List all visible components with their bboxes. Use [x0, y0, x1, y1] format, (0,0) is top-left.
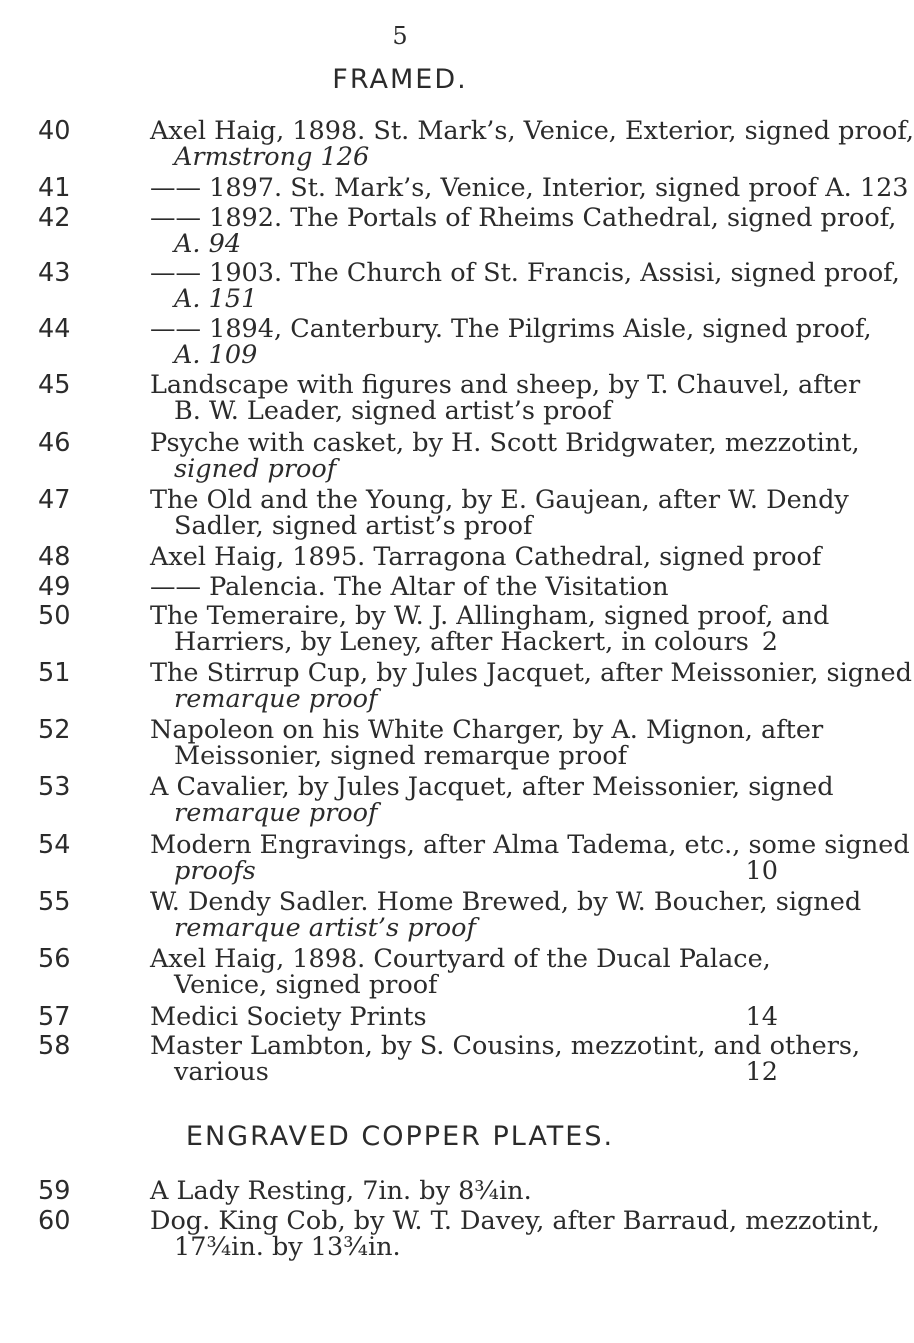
- lot-description: Dog. King Cob, by W. T. Davey, after Barraud, mezzotint,: [150, 1206, 880, 1236]
- lot-description: The Temeraire, by W. J. Allingham, signed proof, and: [150, 601, 830, 631]
- lot-description-cont: A. 109: [174, 340, 258, 370]
- lot-description-cont: Harriers, by Leney, after Hackert, in colours: [174, 627, 749, 657]
- lot-description: —— 1897. St. Mark’s, Venice, Interior, signed proof A. 123: [150, 173, 909, 203]
- lot-number: 49: [38, 572, 71, 602]
- lot-number: 55: [38, 887, 71, 917]
- lot-description-cont: 17¾in. by 13¾in.: [174, 1232, 401, 1262]
- lot-description-cont: Sadler, signed artist’s proof: [174, 511, 533, 541]
- section-heading-framed: FRAMED.: [332, 64, 468, 95]
- lot-number: 50: [38, 601, 71, 631]
- lot-number: 59: [38, 1176, 71, 1206]
- lot-description-cont: A. 94: [174, 229, 242, 259]
- lot-quantity: 10: [745, 856, 778, 886]
- lot-number: 54: [38, 830, 71, 860]
- page-number: 5: [392, 22, 408, 50]
- lot-description: Master Lambton, by S. Cousins, mezzotint, and others,: [150, 1031, 861, 1061]
- lot-description: A Lady Resting, 7in. by 8¾in.: [150, 1176, 532, 1206]
- lot-number: 58: [38, 1031, 71, 1061]
- lot-number: 53: [38, 772, 71, 802]
- lot-description: —— 1894, Canterbury. The Pilgrims Aisle, signed proof,: [150, 314, 872, 344]
- lot-number: 44: [38, 314, 71, 344]
- lot-description-cont: remarque proof: [174, 684, 378, 714]
- lot-description: Landscape with figures and sheep, by T. Chauvel, after: [150, 370, 861, 400]
- lot-quantity: 12: [745, 1057, 778, 1087]
- lot-description: Psyche with casket, by H. Scott Bridgwater, mezzotint,: [150, 428, 860, 458]
- lot-description: —— 1903. The Church of St. Francis, Assisi, signed proof,: [150, 258, 900, 288]
- lot-number: 45: [38, 370, 71, 400]
- lot-description: Axel Haig, 1895. Tarragona Cathedral, signed proof: [150, 542, 822, 572]
- lot-number: 51: [38, 658, 71, 688]
- lot-description-cont: Meissonier, signed remarque proof: [174, 741, 628, 771]
- lot-description-cont: Venice, signed proof: [174, 970, 438, 1000]
- lot-number: 46: [38, 428, 71, 458]
- lot-quantity: 14: [745, 1002, 778, 1032]
- lot-quantity: 2: [761, 627, 778, 657]
- lot-description: Axel Haig, 1898. Courtyard of the Ducal Palace,: [150, 944, 771, 974]
- lot-number: 48: [38, 542, 71, 572]
- lot-number: 60: [38, 1206, 71, 1236]
- lot-description: —— Palencia. The Altar of the Visitation: [150, 572, 669, 602]
- lot-number: 41: [38, 173, 71, 203]
- lot-description: —— 1892. The Portals of Rheims Cathedral, signed proof,: [150, 203, 897, 233]
- lot-description-cont: various: [174, 1057, 269, 1087]
- lot-description-cont: signed proof: [174, 454, 337, 484]
- lot-description: Modern Engravings, after Alma Tadema, etc., some signed: [150, 830, 910, 860]
- lot-description-cont: proofs: [174, 856, 256, 886]
- lot-description: The Stirrup Cup, by Jules Jacquet, after Meissonier, signed: [150, 658, 912, 688]
- lot-description: Axel Haig, 1898. St. Mark’s, Venice, Exterior, signed proof,: [150, 116, 914, 146]
- lot-description-cont: remarque proof: [174, 798, 378, 828]
- lot-number: 57: [38, 1002, 71, 1032]
- lot-number: 43: [38, 258, 71, 288]
- section-heading-engraved: ENGRAVED COPPER PLATES.: [185, 1121, 615, 1152]
- lot-description: Medici Society Prints: [150, 1002, 427, 1032]
- lot-description: A Cavalier, by Jules Jacquet, after Meissonier, signed: [150, 772, 834, 802]
- lot-description: Napoleon on his White Charger, by A. Mignon, after: [150, 715, 824, 745]
- lot-description: The Old and the Young, by E. Gaujean, after W. Dendy: [150, 485, 849, 515]
- lot-description-cont: A. 151: [174, 284, 258, 314]
- lot-description-cont: B. W. Leader, signed artist’s proof: [174, 396, 612, 426]
- lot-description-cont: remarque artist’s proof: [174, 913, 476, 943]
- lot-number: 40: [38, 116, 71, 146]
- lot-number: 52: [38, 715, 71, 745]
- lot-number: 56: [38, 944, 71, 974]
- lot-number: 42: [38, 203, 71, 233]
- lot-description-cont: Armstrong 126: [174, 142, 370, 172]
- lot-number: 47: [38, 485, 71, 515]
- lot-description: W. Dendy Sadler. Home Brewed, by W. Boucher, signed: [150, 887, 862, 917]
